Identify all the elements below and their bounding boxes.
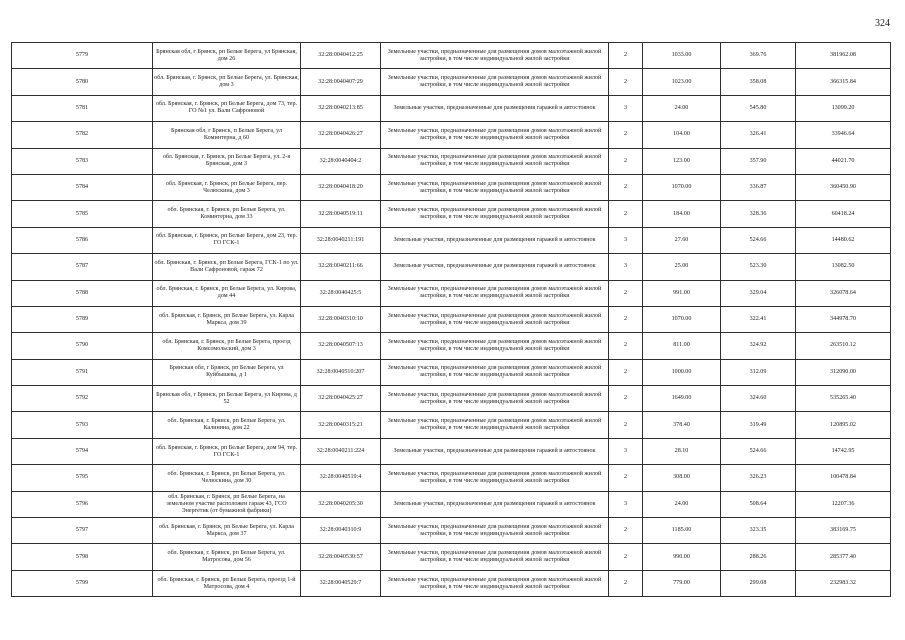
specific-value-cell: 312.09 (721, 359, 796, 385)
row-number-cell: 5781 (12, 95, 153, 121)
cadastral-number-cell: 32:28:0040211:66 (301, 254, 381, 280)
address-cell: обл. Брянская, г. Брянск, рп Белые Берега, ул. Брянская, дом 3 (153, 69, 301, 95)
cadastral-value-cell: 13099.20 (796, 95, 891, 121)
cadastral-number-cell: 32:28:0040530:57 (301, 544, 381, 570)
area-cell: 378.40 (643, 412, 721, 438)
area-cell: 1000.00 (643, 359, 721, 385)
address-cell: Брянская обл, г Брянск, рп Белые Берега, ул Брянская, дом 26 (153, 43, 301, 69)
cadastral-number-cell: 32:28:0040418:20 (301, 174, 381, 200)
address-cell: обл. Брянская, г. Брянск, рп Белые Берега, дом 94, тер. ГО ГСК-1 (153, 438, 301, 464)
row-number-cell: 5796 (12, 491, 153, 517)
specific-value-cell: 524.66 (721, 227, 796, 253)
row-number-cell: 5785 (12, 201, 153, 227)
row-number-cell: 5782 (12, 122, 153, 148)
specific-value-cell: 324.92 (721, 333, 796, 359)
cadastral-number-cell: 32:28:0040205:30 (301, 491, 381, 517)
group-cell: 2 (609, 201, 643, 227)
address-cell: обл. Брянская, г. Брянск, рп Белые Берега, ул. 2-я Брянская, дом 3 (153, 148, 301, 174)
address-cell: обл. Брянская, г. Брянск, рп Белые Берега, дом 73, тер. ГО №1 ул. Вали Сафроновой (153, 95, 301, 121)
address-cell: Брянская обл, г Брянск, п Белые Берега, ул Коминтерна, д 60 (153, 122, 301, 148)
specific-value-cell: 369.76 (721, 43, 796, 69)
table-row (12, 43, 891, 69)
address-cell: обл. Брянская, г. Брянск, рп Белые Берега, ул. Калинина, дом 22 (153, 412, 301, 438)
group-cell: 2 (609, 43, 643, 69)
group-cell: 3 (609, 438, 643, 464)
row-number-cell: 5787 (12, 254, 153, 280)
row-number-cell: 5791 (12, 359, 153, 385)
specific-value-cell: 336.87 (721, 174, 796, 200)
specific-value-cell: 508.64 (721, 491, 796, 517)
land-use-cell: Земельные участки, предназначенные для размещения домов малоэтажной жилой застройки, в том числе индивидуальной жилой застройки (381, 465, 609, 491)
cadastral-number-cell: 32:28:0040315:21 (301, 412, 381, 438)
land-use-cell: Земельные участки, предназначенные для размещения домов малоэтажной жилой застройки, в том числе индивидуальной жилой застройки (381, 174, 609, 200)
area-cell: 1649.00 (643, 386, 721, 412)
land-use-cell: Земельные участки, предназначенные для размещения домов малоэтажной жилой застройки, в том числе индивидуальной жилой застройки (381, 148, 609, 174)
address-cell: обл. Брянская, г. Брянск, рп Белые Берега, ГСК-1 по ул. Вали Сафроновой, гараж 72 (153, 254, 301, 280)
area-cell: 1070.00 (643, 174, 721, 200)
cadastral-value-cell: 14742.95 (796, 438, 891, 464)
land-use-cell: Земельные участки, предназначенные для размещения гаражей и автостоянок (381, 438, 609, 464)
table-row (12, 491, 891, 517)
cadastral-value-cell: 13082.50 (796, 254, 891, 280)
land-use-cell: Земельные участки, предназначенные для размещения гаражей и автостоянок (381, 95, 609, 121)
table-row (12, 544, 891, 570)
land-use-cell: Земельные участки, предназначенные для размещения домов малоэтажной жилой застройки, в том числе индивидуальной жилой застройки (381, 359, 609, 385)
area-cell: 24.00 (643, 491, 721, 517)
area-cell: 1023.00 (643, 69, 721, 95)
address-cell: обл. Брянская, г. Брянск, рп Белые Берега, ул. Карла Маркса, дом 39 (153, 306, 301, 332)
group-cell: 2 (609, 69, 643, 95)
group-cell: 2 (609, 306, 643, 332)
address-cell: Брянская обл, г Брянск, рп Белые Берега, ул Куйбышева, д 1 (153, 359, 301, 385)
group-cell: 2 (609, 518, 643, 544)
specific-value-cell: 324.60 (721, 386, 796, 412)
land-use-cell: Земельные участки, предназначенные для размещения домов малоэтажной жилой застройки, в том числе индивидуальной жилой застройки (381, 570, 609, 596)
cadastral-value-cell: 12207.36 (796, 491, 891, 517)
address-cell: обл. Брянская, г. Брянск, рп Белые Берега, на земельном участке расположен гараж 43, ГСО Энергетик (от бумажной фабрики) (153, 491, 301, 517)
area-cell: 184.00 (643, 201, 721, 227)
group-cell: 2 (609, 412, 643, 438)
specific-value-cell: 545.80 (721, 95, 796, 121)
cadastral-value-cell: 360450.90 (796, 174, 891, 200)
cadastral-number-cell: 32:28:0040404:2 (301, 148, 381, 174)
specific-value-cell: 319.49 (721, 412, 796, 438)
address-cell: обл. Брянская, г. Брянск, рп Белые Берега, ул. Челюскина, дом 30 (153, 465, 301, 491)
land-use-cell: Земельные участки, предназначенные для размещения домов малоэтажной жилой застройки, в том числе индивидуальной жилой застройки (381, 201, 609, 227)
table-row (12, 69, 891, 95)
cadastral-number-cell: 32:28:0040425:27 (301, 386, 381, 412)
table-row (12, 254, 891, 280)
row-number-cell: 5794 (12, 438, 153, 464)
group-cell: 2 (609, 570, 643, 596)
cadastral-value-cell: 100478.84 (796, 465, 891, 491)
area-cell: 308.00 (643, 465, 721, 491)
table-row (12, 333, 891, 359)
cadastral-number-cell: 32:28:0040211:224 (301, 438, 381, 464)
land-use-cell: Земельные участки, предназначенные для размещения домов малоэтажной жилой застройки, в том числе индивидуальной жилой застройки (381, 122, 609, 148)
land-use-cell: Земельные участки, предназначенные для размещения гаражей и автостоянок (381, 227, 609, 253)
address-cell: обл. Брянская, г. Брянск, рп Белые Берега, проезд Комсомольский, дом 3 (153, 333, 301, 359)
area-cell: 990.00 (643, 544, 721, 570)
cadastral-value-cell: 14480.62 (796, 227, 891, 253)
group-cell: 2 (609, 333, 643, 359)
cadastral-number-cell: 32:28:0040310:9 (301, 518, 381, 544)
row-number-cell: 5786 (12, 227, 153, 253)
cadastral-value-cell: 44021.70 (796, 148, 891, 174)
cadastral-value-cell: 535265.40 (796, 386, 891, 412)
specific-value-cell: 523.30 (721, 254, 796, 280)
land-use-cell: Земельные участки, предназначенные для размещения домов малоэтажной жилой застройки, в том числе индивидуальной жилой застройки (381, 43, 609, 69)
area-cell: 27.60 (643, 227, 721, 253)
area-cell: 1070.00 (643, 306, 721, 332)
area-cell: 811.00 (643, 333, 721, 359)
table-row (12, 201, 891, 227)
row-number-cell: 5780 (12, 69, 153, 95)
row-number-cell: 5789 (12, 306, 153, 332)
page-number: 324 (875, 18, 890, 29)
specific-value-cell: 328.36 (721, 201, 796, 227)
cadastral-number-cell: 32:28:0040510:207 (301, 359, 381, 385)
area-cell: 1033.00 (643, 43, 721, 69)
group-cell: 3 (609, 227, 643, 253)
cadastral-value-cell: 263510.12 (796, 333, 891, 359)
specific-value-cell: 524.66 (721, 438, 796, 464)
specific-value-cell: 329.04 (721, 280, 796, 306)
group-cell: 2 (609, 174, 643, 200)
cadastral-number-cell: 32:28:0040426:27 (301, 122, 381, 148)
cadastral-number-cell: 32:28:0040425:5 (301, 280, 381, 306)
cadastral-value-cell: 344978.70 (796, 306, 891, 332)
land-use-cell: Земельные участки, предназначенные для размещения гаражей и автостоянок (381, 491, 609, 517)
specific-value-cell: 326.23 (721, 465, 796, 491)
group-cell: 2 (609, 359, 643, 385)
specific-value-cell: 323.35 (721, 518, 796, 544)
specific-value-cell: 322.41 (721, 306, 796, 332)
area-cell: 24.00 (643, 95, 721, 121)
table-row (12, 280, 891, 306)
row-number-cell: 5788 (12, 280, 153, 306)
table-row (12, 95, 891, 121)
cadastral-value-table (11, 42, 891, 597)
row-number-cell: 5799 (12, 570, 153, 596)
land-use-cell: Земельные участки, предназначенные для размещения домов малоэтажной жилой застройки, в том числе индивидуальной жилой застройки (381, 333, 609, 359)
group-cell: 2 (609, 465, 643, 491)
area-cell: 1185.00 (643, 518, 721, 544)
cadastral-value-cell: 366315.84 (796, 69, 891, 95)
group-cell: 3 (609, 95, 643, 121)
group-cell: 2 (609, 386, 643, 412)
address-cell: обл. Брянская, г. Брянск, рп Белые Берега, дом 23, тер. ГО ГСК-1 (153, 227, 301, 253)
table-row (12, 359, 891, 385)
table-row (12, 438, 891, 464)
area-cell: 28.10 (643, 438, 721, 464)
cadastral-number-cell: 32:28:0040407:29 (301, 69, 381, 95)
address-cell: обл. Брянская, г. Брянск, рп Белые Берега, ул. Коминтерна, дом 33 (153, 201, 301, 227)
cadastral-value-cell: 383169.75 (796, 518, 891, 544)
land-use-cell: Земельные участки, предназначенные для размещения домов малоэтажной жилой застройки, в том числе индивидуальной жилой застройки (381, 280, 609, 306)
area-cell: 991.00 (643, 280, 721, 306)
table-row (12, 570, 891, 596)
address-cell: Брянская обл, г Брянск, рп Белые Берега, ул Кирова, д 52 (153, 386, 301, 412)
table-row (12, 148, 891, 174)
cadastral-number-cell: 32:28:0040529:7 (301, 570, 381, 596)
land-use-cell: Земельные участки, предназначенные для размещения домов малоэтажной жилой застройки, в том числе индивидуальной жилой застройки (381, 306, 609, 332)
address-cell: обл. Брянская, г. Брянск, рп Белые Берега, ул. Кирова, дом 44 (153, 280, 301, 306)
row-number-cell: 5790 (12, 333, 153, 359)
cadastral-value-cell: 232983.32 (796, 570, 891, 596)
table-row (12, 386, 891, 412)
row-number-cell: 5795 (12, 465, 153, 491)
cadastral-value-cell: 285377.40 (796, 544, 891, 570)
cadastral-number-cell: 32:28:0040519:11 (301, 201, 381, 227)
address-cell: обл. Брянская, г. Брянск, рп Белые Берега, ул. Матросова, дом 56 (153, 544, 301, 570)
row-number-cell: 5793 (12, 412, 153, 438)
cadastral-value-cell: 33946.64 (796, 122, 891, 148)
row-number-cell: 5783 (12, 148, 153, 174)
table-row (12, 306, 891, 332)
cadastral-value-cell: 312090.00 (796, 359, 891, 385)
specific-value-cell: 326.41 (721, 122, 796, 148)
table-row (12, 174, 891, 200)
cadastral-number-cell: 32:28:0040211:191 (301, 227, 381, 253)
group-cell: 2 (609, 148, 643, 174)
cadastral-number-cell: 32:28:0040519:4 (301, 465, 381, 491)
area-cell: 25.00 (643, 254, 721, 280)
cadastral-value-cell: 60418.24 (796, 201, 891, 227)
cadastral-number-cell: 32:28:0040507:13 (301, 333, 381, 359)
cadastral-value-cell: 326078.64 (796, 280, 891, 306)
group-cell: 3 (609, 491, 643, 517)
row-number-cell: 5792 (12, 386, 153, 412)
group-cell: 2 (609, 280, 643, 306)
area-cell: 779.00 (643, 570, 721, 596)
table-body (12, 43, 891, 597)
specific-value-cell: 358.08 (721, 69, 796, 95)
cadastral-number-cell: 32:28:0040412:25 (301, 43, 381, 69)
land-use-cell: Земельные участки, предназначенные для размещения домов малоэтажной жилой застройки, в том числе индивидуальной жилой застройки (381, 386, 609, 412)
group-cell: 2 (609, 122, 643, 148)
cadastral-value-cell: 381962.08 (796, 43, 891, 69)
specific-value-cell: 357.90 (721, 148, 796, 174)
group-cell: 2 (609, 544, 643, 570)
row-number-cell: 5797 (12, 518, 153, 544)
land-use-cell: Земельные участки, предназначенные для размещения гаражей и автостоянок (381, 254, 609, 280)
specific-value-cell: 288.26 (721, 544, 796, 570)
address-cell: обл. Брянская, г. Брянск, рп Белые Берега, проезд 1-й Матросова, дом 4 (153, 570, 301, 596)
cadastral-number-cell: 32:28:0040310:10 (301, 306, 381, 332)
table-row (12, 518, 891, 544)
row-number-cell: 5798 (12, 544, 153, 570)
land-use-cell: Земельные участки, предназначенные для размещения домов малоэтажной жилой застройки, в том числе индивидуальной жилой застройки (381, 544, 609, 570)
row-number-cell: 5784 (12, 174, 153, 200)
row-number-cell: 5779 (12, 43, 153, 69)
land-use-cell: Земельные участки, предназначенные для размещения домов малоэтажной жилой застройки, в том числе индивидуальной жилой застройки (381, 518, 609, 544)
table-row (12, 412, 891, 438)
cadastral-value-cell: 120895.02 (796, 412, 891, 438)
table-row (12, 227, 891, 253)
land-use-cell: Земельные участки, предназначенные для размещения домов малоэтажной жилой застройки, в том числе индивидуальной жилой застройки (381, 69, 609, 95)
address-cell: обл. Брянская, г. Брянск, рп Белые Берега, пер. Челюскина, дом 3 (153, 174, 301, 200)
table-row (12, 465, 891, 491)
land-use-cell: Земельные участки, предназначенные для размещения домов малоэтажной жилой застройки, в том числе индивидуальной жилой застройки (381, 412, 609, 438)
area-cell: 123.00 (643, 148, 721, 174)
specific-value-cell: 299.08 (721, 570, 796, 596)
area-cell: 104.00 (643, 122, 721, 148)
table-row (12, 122, 891, 148)
group-cell: 3 (609, 254, 643, 280)
address-cell: обл. Брянская, г. Брянск, рп Белые Берега, ул. Карла Маркса, дом 37 (153, 518, 301, 544)
cadastral-number-cell: 32:28:0040213:85 (301, 95, 381, 121)
